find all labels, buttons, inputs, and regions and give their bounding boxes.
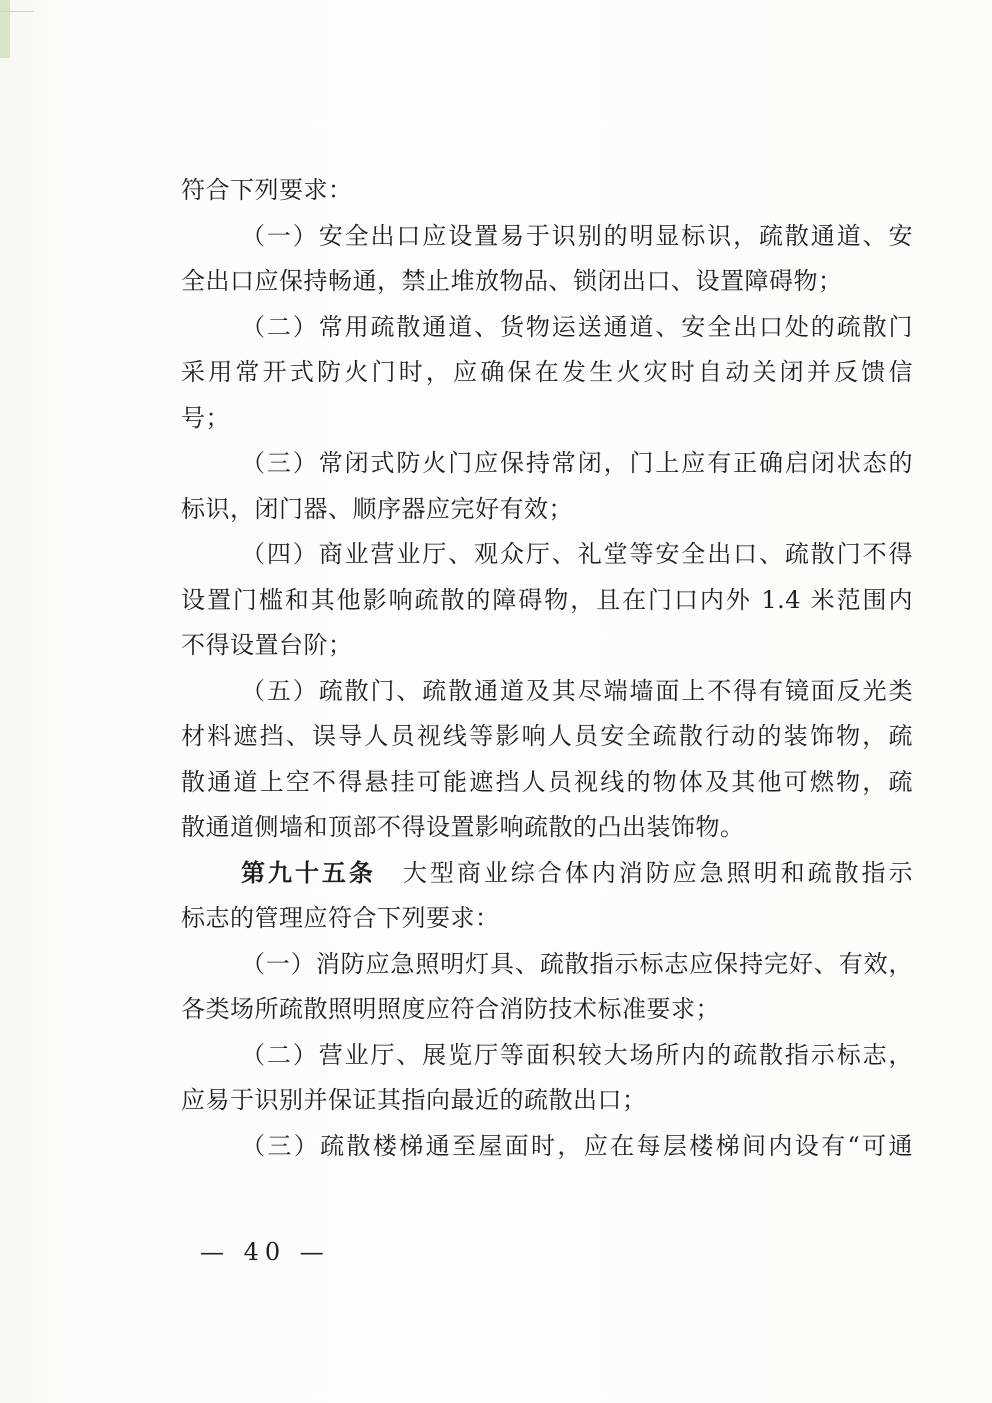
line-text: 应易于识别并保证其指向最近的疏散出口； <box>181 1086 647 1114</box>
text-line <box>181 987 913 1033</box>
text-line <box>181 623 913 669</box>
text-line <box>181 851 913 897</box>
text-line <box>181 532 913 578</box>
text-line <box>181 896 913 942</box>
line-text: 材料遮挡、误导人员视线等影响人员安全疏散行动的装饰物，疏 <box>181 722 913 750</box>
text-line <box>181 1033 913 1079</box>
text-line <box>181 305 913 351</box>
line-text: 散通道上空不得悬挂可能遮挡人员视线的物体及其他可燃物，疏 <box>181 767 913 796</box>
line-text: 采用常开式防火门时，应确保在发生火灾时自动关闭并反馈信 <box>181 358 913 386</box>
heading-gap <box>376 859 403 887</box>
text-line <box>181 441 913 487</box>
line-text: （二）营业厅、展览厅等面积较大场所内的疏散指示标志， <box>241 1040 913 1069</box>
article-heading: 第九十五条 <box>241 858 376 887</box>
text-line <box>181 1124 913 1170</box>
text-line <box>181 942 913 988</box>
page-number: — 40 — <box>200 1238 330 1266</box>
text-line <box>181 259 913 305</box>
text-line <box>181 805 913 851</box>
line-text: 大型商业综合体内消防应急照明和疏散指示 <box>402 858 914 887</box>
line-text: 标志的管理应符合下列要求： <box>181 904 500 932</box>
line-text: （二）常用疏散通道、货物运送通道、安全出口处的疏散门 <box>241 312 913 341</box>
line-text: （一）消防应急照明灯具、疏散指示标志应保持完好、有效， <box>241 949 913 978</box>
text-line <box>181 214 913 260</box>
line-text: 各类场所疏散照明照度应符合消防技术标准要求； <box>181 995 720 1023</box>
text-line <box>181 760 913 806</box>
scan-edge-line <box>0 11 34 12</box>
line-text: 符合下列要求： <box>181 176 353 204</box>
body-text <box>181 168 913 1169</box>
text-line <box>181 350 913 396</box>
text-line <box>181 1078 913 1124</box>
line-text: 全出口应保持畅通，禁止堆放物品、锁闭出口、设置障碍物； <box>181 267 843 295</box>
text-line <box>181 487 913 533</box>
text-line <box>181 669 913 715</box>
text-line <box>181 714 913 760</box>
line-text: 不得设置台阶； <box>181 631 353 659</box>
line-text: （三）疏散楼梯通至屋面时，应在每层楼梯间内设有“可通 <box>241 1131 913 1160</box>
line-text: （一）安全出口应设置易于识别的明显标识，疏散通道、安 <box>241 221 913 250</box>
text-line <box>181 396 913 442</box>
line-text: （三）常闭式防火门应保持常闭，门上应有正确启闭状态的 <box>241 449 913 477</box>
line-text: 号； <box>181 403 230 432</box>
line-text: 散通道侧墙和顶部不得设置影响疏散的凸出装饰物。 <box>181 813 745 841</box>
line-text: 设置门槛和其他影响疏散的障碍物，且在门口内外 1.4 米范围内 <box>181 585 913 614</box>
text-line <box>181 168 913 214</box>
scan-edge-mark <box>0 0 10 58</box>
line-text: （五）疏散门、疏散通道及其尽端墙面上不得有镜面反光类 <box>241 676 913 705</box>
text-line <box>181 578 913 624</box>
line-text: 标识，闭门器、顺序器应完好有效； <box>181 494 573 523</box>
line-text: （四）商业营业厅、观众厅、礼堂等安全出口、疏散门不得 <box>241 540 913 568</box>
